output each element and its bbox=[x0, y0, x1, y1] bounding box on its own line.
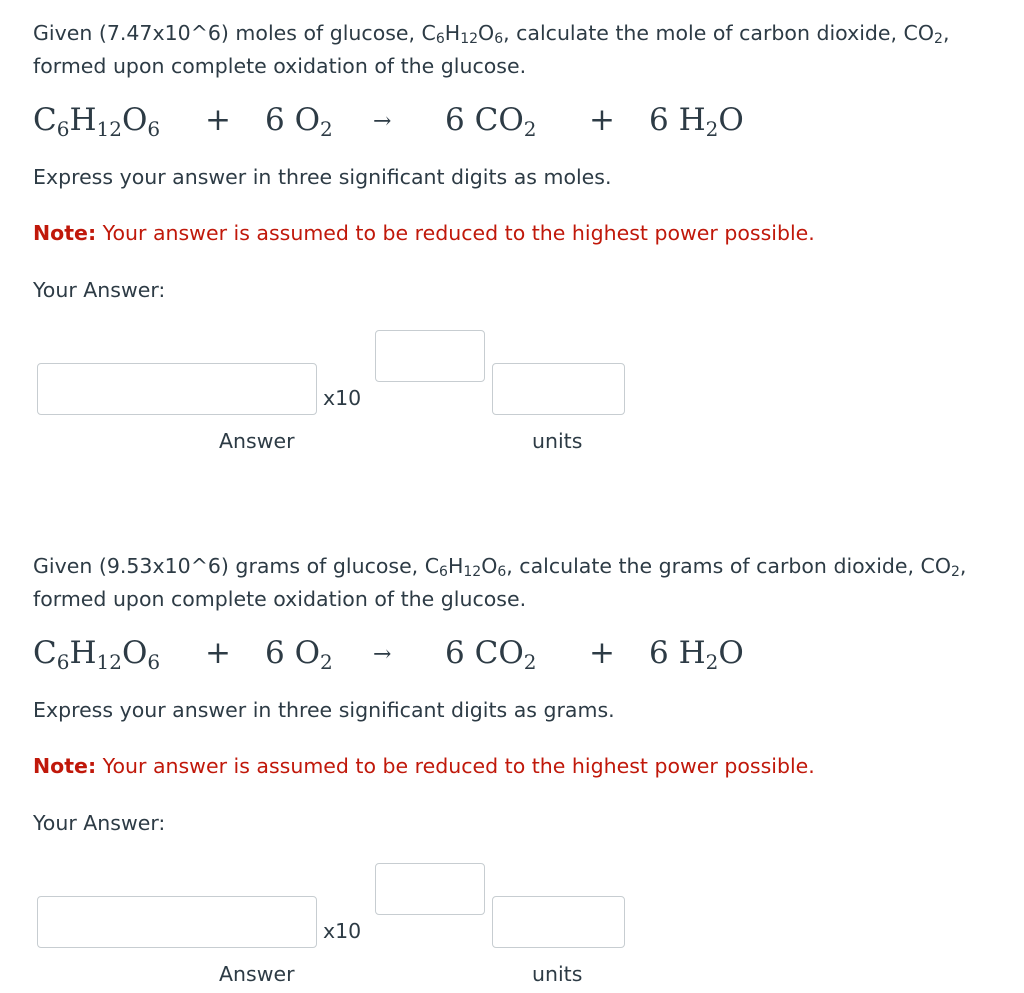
units-input[interactable] bbox=[492, 363, 625, 415]
your-answer-label: Your Answer: bbox=[33, 278, 166, 302]
answer-caption: Answer bbox=[219, 962, 295, 986]
answer-input[interactable] bbox=[37, 896, 317, 948]
exponent-field[interactable] bbox=[376, 331, 484, 381]
units-caption: units bbox=[532, 962, 583, 986]
units-caption: units bbox=[532, 429, 583, 453]
answer-field[interactable] bbox=[38, 364, 316, 414]
times-ten-label: x10 bbox=[323, 386, 362, 410]
units-field[interactable] bbox=[493, 364, 624, 414]
instruction-text: Express your answer in three significant digits as moles. bbox=[33, 165, 612, 189]
exponent-input[interactable] bbox=[375, 863, 485, 915]
answer-caption: Answer bbox=[219, 429, 295, 453]
note-text: Note: Your answer is assumed to be reduced to the highest power possible. bbox=[33, 221, 815, 245]
answer-field[interactable] bbox=[38, 897, 316, 947]
question-prompt: Given (7.47x10^6) moles of glucose, $C_6H_{12}O_6$, calculate the mole of carbon dioxide, $CO_2$, formed upon complete oxidation of the glucose. bbox=[33, 21, 950, 78]
times-ten-label: x10 bbox=[323, 919, 362, 943]
exponent-field[interactable] bbox=[376, 864, 484, 914]
units-field[interactable] bbox=[493, 897, 624, 947]
note-text: Note: Your answer is assumed to be reduced to the highest power possible. bbox=[33, 754, 815, 778]
question-prompt: Given (9.53x10^6) grams of glucose, $C_6H_{12}O_6$, calculate the grams of carbon dioxide, $CO_2$, formed upon complete oxidation of the glucose. bbox=[33, 554, 967, 611]
units-input[interactable] bbox=[492, 896, 625, 948]
your-answer-label: Your Answer: bbox=[33, 811, 166, 835]
instruction-text: Express your answer in three significant digits as grams. bbox=[33, 698, 615, 722]
answer-input[interactable] bbox=[37, 363, 317, 415]
exponent-input[interactable] bbox=[375, 330, 485, 382]
